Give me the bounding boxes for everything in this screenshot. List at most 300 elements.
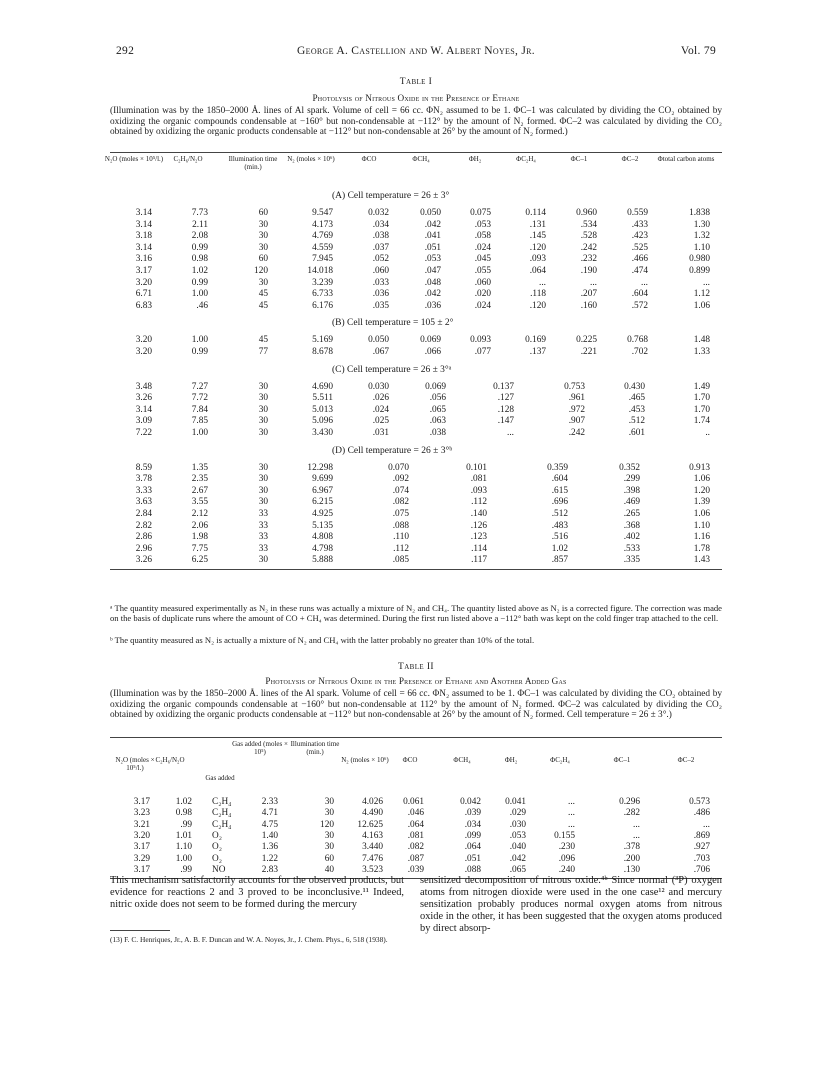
table-cell: 30: [324, 830, 334, 841]
table-cell: .402: [623, 532, 640, 543]
table-cell: .433: [631, 219, 648, 230]
table-cell: 1.00: [191, 335, 208, 346]
table-cell: 1.22: [261, 853, 278, 864]
table-cell: .140: [470, 509, 487, 519]
table-cell: .601: [628, 428, 645, 438]
table-cell: .221: [580, 347, 597, 357]
table-cell: 3.21: [133, 819, 150, 830]
table-cell: .082: [407, 842, 424, 853]
table1-header-0: N₂O (moles × 10⁵/l.): [104, 155, 164, 163]
table-cell: 3.239: [312, 277, 333, 288]
footnote-separator: [110, 930, 170, 931]
table-cell: .045: [474, 254, 491, 265]
table-cell: .096: [558, 853, 575, 864]
table-cell: .483: [551, 520, 568, 531]
table-cell: .035: [372, 300, 389, 311]
table-cell: 4.925: [312, 509, 333, 519]
table-cell: .927: [693, 842, 710, 853]
table-cell: 3.48: [135, 381, 152, 392]
table-cell: 0.980: [689, 254, 710, 265]
table-cell: 1.16: [693, 532, 710, 543]
table-cell: .516: [551, 532, 568, 543]
table-cell: 4.769: [312, 231, 333, 242]
table2-header-3: Gas added (moles × 10⁵): [232, 740, 288, 756]
table-cell: .706: [693, 864, 710, 875]
table1-bottom-rule: [110, 569, 722, 570]
table-cell: 0.137: [493, 381, 514, 392]
table-cell: .042: [424, 219, 441, 230]
table-cell: 3.09: [135, 416, 152, 427]
table-cell: .465: [628, 393, 645, 404]
table-cell: .026: [372, 393, 389, 404]
table-cell: .064: [407, 819, 424, 830]
table-cell: 7.84: [191, 404, 208, 415]
table-cell: 0.99: [191, 347, 208, 357]
table-cell: 0.99: [191, 242, 208, 253]
table-cell: 0.069: [420, 335, 441, 346]
table-cell: .46: [196, 300, 208, 311]
table-cell: 3.26: [135, 393, 152, 404]
table-cell: 3.20: [133, 830, 150, 841]
table-cell: .087: [407, 853, 424, 864]
table1-title: Photolysis of Nitrous Oxide in the Presence of Ethane: [312, 93, 520, 103]
table-cell: ...: [703, 819, 710, 830]
table2-header-1: C₂H₆/N₂O: [155, 756, 185, 764]
table-cell: 7.27: [191, 381, 208, 392]
table-cell: .572: [631, 300, 648, 311]
table2-header-9: ΦC₂H₄: [550, 756, 570, 764]
table-cell: 4.163: [362, 830, 383, 841]
table-cell: 5.169: [312, 335, 333, 346]
table-cell: 2.82: [135, 520, 152, 531]
body-right-column: sensitized decomposition of nitrous oxide.⁴ᵇ Since normal (³P) oxygen atoms from nitrogen dioxide were used in the one case¹² and mercury sensitization probably produces normal oxygen atoms from nitrous oxide in the other, it has been suggested that the oxygen atoms produced by direct absorp-: [420, 875, 722, 935]
table-cell: .067: [372, 347, 389, 357]
table-cell: 3.14: [135, 208, 152, 218]
table-cell: 1.43: [693, 555, 710, 566]
table1-header-9: ΦC–2: [621, 155, 639, 163]
table-cell: .036: [424, 300, 441, 311]
table-cell: .029: [509, 808, 526, 819]
table-cell: .031: [372, 428, 389, 438]
table-cell: .160: [580, 300, 597, 311]
table-cell: .053: [509, 830, 526, 841]
table-cell: .038: [429, 428, 446, 438]
table-cell: 0.559: [627, 208, 648, 218]
table-cell: 1.70: [693, 404, 710, 415]
table-cell: 0.155: [554, 830, 575, 841]
table-cell: 33: [258, 532, 268, 543]
table-cell: 0.075: [470, 208, 491, 218]
table-cell: .058: [474, 231, 491, 242]
table-cell: .335: [623, 555, 640, 566]
page-number: 292: [116, 45, 135, 57]
table1-header-4: ΦCO: [361, 155, 377, 163]
table-cell: 6.71: [135, 289, 152, 300]
table-cell: 7.945: [312, 254, 333, 265]
table-cell: .093: [470, 485, 487, 496]
table-cell: .512: [628, 416, 645, 427]
table-cell: 0.352: [619, 462, 640, 473]
table-cell: .056: [429, 393, 446, 404]
table-cell: .024: [474, 300, 491, 311]
table-cell: 30: [258, 277, 268, 288]
table-cell: 1.06: [693, 300, 710, 311]
table-cell: .604: [551, 474, 568, 485]
table-cell: .110: [393, 532, 409, 543]
table-cell: .082: [392, 497, 409, 508]
table-cell: 3.16: [135, 254, 152, 265]
table-cell: .145: [529, 231, 546, 242]
table-cell: .039: [407, 864, 424, 875]
running-header: [116, 45, 716, 59]
table-cell: .037: [372, 242, 389, 253]
table-cell: ...: [590, 277, 597, 288]
table-cell: 40: [324, 864, 334, 875]
table-cell: ...: [507, 428, 514, 438]
table-cell: C₂H₄: [212, 819, 232, 830]
table1-section-heading: (A) Cell temperature = 26 ± 3°: [332, 191, 450, 201]
table-cell: 0.069: [425, 381, 446, 392]
table-cell: 1.98: [191, 532, 208, 543]
table1-footnote-a: ᵃ The quantity measured experimentally as N₂ in these runs was actually a mixture of N₂ and CH₄. The quantity listed above as N₂ is a corrected figure. The correction was made on the basis of duplicate runs where the amount of CO + CH₄ was determined. During the first run listed above a −112° bath was kept on the cold finger trap attached to the cell.: [110, 603, 722, 623]
table-cell: .042: [509, 853, 526, 864]
table-cell: .240: [558, 864, 575, 875]
table-cell: 1.00: [191, 289, 208, 300]
table-cell: 4.75: [261, 819, 278, 830]
table-cell: .230: [558, 842, 575, 853]
table-cell: 7.476: [362, 853, 383, 864]
table-cell: ...: [633, 819, 640, 830]
table-cell: 30: [258, 474, 268, 485]
running-authors: George A. Castellion and W. Albert Noyes, Jr.: [297, 45, 535, 57]
table-cell: .039: [464, 808, 481, 819]
table-cell: 0.960: [576, 208, 597, 218]
table-cell: .064: [464, 842, 481, 853]
table-cell: 30: [258, 381, 268, 392]
table-cell: O₂: [212, 830, 222, 841]
table-cell: 0.753: [564, 381, 585, 392]
table-cell: 3.440: [362, 842, 383, 853]
table-cell: .99: [180, 864, 192, 875]
table-cell: .077: [474, 347, 491, 357]
table-cell: .060: [474, 277, 491, 288]
table-cell: 5.888: [312, 555, 333, 566]
table-cell: 2.67: [191, 485, 208, 496]
table-cell: 3.14: [135, 404, 152, 415]
table1-header-8: ΦC–1: [570, 155, 588, 163]
table-cell: 3.23: [133, 808, 150, 819]
table-cell: 6.176: [312, 300, 333, 311]
table-cell: .232: [580, 254, 597, 265]
table2-title: Photolysis of Nitrous Oxide in the Presence of Ethane and Another Added Gas: [265, 676, 567, 686]
table-cell: NO: [212, 864, 226, 875]
table-cell: 30: [258, 242, 268, 253]
table-cell: 30: [258, 219, 268, 230]
table-cell: 0.093: [470, 335, 491, 346]
table-cell: .200: [623, 853, 640, 864]
table-cell: .474: [631, 266, 648, 276]
table-cell: .063: [429, 416, 446, 427]
table-cell: .030: [509, 819, 526, 830]
table-cell: 0.99: [191, 277, 208, 288]
table-cell: .869: [693, 830, 710, 841]
table-cell: 3.29: [133, 853, 150, 864]
table-cell: 1.35: [191, 462, 208, 473]
table-cell: 0.98: [191, 254, 208, 265]
table-cell: .528: [580, 231, 597, 242]
table-cell: 8.678: [312, 347, 333, 357]
table1-header-10: Φtotal carbon atoms: [657, 155, 715, 163]
table-cell: 0.225: [576, 335, 597, 346]
table-cell: 0.070: [388, 462, 409, 473]
table-cell: 7.75: [191, 543, 208, 554]
table-cell: .696: [551, 497, 568, 508]
table-cell: 1.10: [693, 520, 710, 531]
table2-label: Table II: [398, 662, 434, 672]
table-cell: 3.17: [133, 842, 150, 853]
table-cell: .046: [407, 808, 424, 819]
table2-header-2: Gas added: [205, 774, 235, 782]
table-cell: 6.25: [191, 555, 208, 566]
table-cell: 7.72: [191, 393, 208, 404]
table-cell: .207: [580, 289, 597, 300]
table-cell: 6.215: [312, 497, 333, 508]
table-cell: 6.83: [135, 300, 152, 311]
table-cell: 0.050: [368, 335, 389, 346]
table-cell: 30: [258, 416, 268, 427]
table-cell: 8.59: [135, 462, 152, 473]
table-cell: .147: [497, 416, 514, 427]
table-cell: 9.699: [312, 474, 333, 485]
table-cell: 9.547: [312, 208, 333, 218]
table-cell: 4.026: [362, 797, 383, 807]
table2-header-0: N₂O (moles × 10⁵/l.): [115, 756, 155, 772]
table-cell: .033: [372, 277, 389, 288]
table-cell: 4.490: [362, 808, 383, 819]
table-cell: 1.20: [693, 485, 710, 496]
table-cell: .615: [551, 485, 568, 496]
table-cell: 60: [324, 853, 334, 864]
table-cell: .702: [631, 347, 648, 357]
table-cell: 1.10: [693, 242, 710, 253]
table1-label: Table I: [399, 77, 433, 87]
table-cell: ...: [539, 277, 546, 288]
table2-top-rule: [110, 737, 722, 738]
table-cell: 30: [258, 555, 268, 566]
table-cell: 1.78: [693, 543, 710, 554]
table-cell: .907: [568, 416, 585, 427]
table-cell: .099: [464, 830, 481, 841]
table-cell: 0.899: [689, 266, 710, 276]
table-cell: 3.14: [135, 242, 152, 253]
table-cell: .486: [693, 808, 710, 819]
table-cell: 0.430: [624, 381, 645, 392]
table1-header-3: N₂ (moles × 10⁶): [287, 155, 335, 163]
table-cell: ...: [703, 277, 710, 288]
table-cell: 30: [258, 485, 268, 496]
table-cell: 30: [324, 797, 334, 807]
table-cell: .127: [497, 393, 514, 404]
table-cell: .242: [568, 428, 585, 438]
table-cell: .024: [474, 242, 491, 253]
table-cell: 3.78: [135, 474, 152, 485]
table-cell: ...: [633, 830, 640, 841]
table-cell: 1.02: [551, 543, 568, 554]
table-cell: 30: [258, 428, 268, 438]
table-cell: .534: [580, 219, 597, 230]
table-cell: 3.20: [135, 335, 152, 346]
table-cell: 3.26: [135, 555, 152, 566]
table-cell: 2.33: [261, 797, 278, 807]
table-cell: 45: [258, 335, 268, 346]
table-cell: .190: [580, 266, 597, 276]
table-cell: .065: [509, 864, 526, 875]
table-cell: 1.49: [693, 381, 710, 392]
table-cell: 33: [258, 509, 268, 519]
table2-header-7: ΦCH₄: [453, 756, 471, 764]
table2-header-5: N₂ (moles × 10⁶): [341, 756, 389, 764]
table-cell: 30: [258, 497, 268, 508]
table-cell: .265: [623, 509, 640, 519]
table-cell: .034: [464, 819, 481, 830]
reference-13: (13) F. C. Henriques, Jr., A. B. F. Duncan and W. A. Noyes, Jr., J. Chem. Phys., 6, 518 (1938).: [110, 935, 388, 944]
volume-label: Vol. 79: [680, 45, 716, 57]
table-cell: 0.573: [689, 797, 710, 807]
table2-header-4: Illumination time (min.): [290, 740, 340, 756]
table-cell: 6.967: [312, 485, 333, 496]
table-cell: 60: [258, 208, 268, 218]
table-cell: 2.35: [191, 474, 208, 485]
table-cell: 5.135: [312, 520, 333, 531]
table-cell: .093: [529, 254, 546, 265]
table-cell: .112: [393, 543, 409, 554]
table-cell: 1.00: [191, 428, 208, 438]
table-cell: .423: [631, 231, 648, 242]
table-cell: .961: [568, 393, 585, 404]
table-cell: .081: [407, 830, 424, 841]
table-cell: .114: [471, 543, 487, 554]
table-cell: 33: [258, 520, 268, 531]
table-cell: .041: [424, 231, 441, 242]
table-cell: 2.83: [261, 864, 278, 875]
table-cell: .128: [497, 404, 514, 415]
table-cell: 7.73: [191, 208, 208, 218]
table-cell: .469: [623, 497, 640, 508]
table-cell: 30: [258, 462, 268, 473]
table-cell: .025: [372, 416, 389, 427]
table-cell: .453: [628, 404, 645, 415]
table-cell: 4.808: [312, 532, 333, 543]
table-cell: .055: [474, 266, 491, 276]
table-cell: 3.63: [135, 497, 152, 508]
table-cell: .703: [693, 853, 710, 864]
table-cell: .064: [529, 266, 546, 276]
table-cell: 1.33: [693, 347, 710, 357]
table-cell: 1.36: [261, 842, 278, 853]
table-cell: .060: [372, 266, 389, 276]
table-cell: O₂: [212, 842, 222, 853]
table-cell: .036: [372, 289, 389, 300]
table-cell: 3.20: [135, 347, 152, 357]
table1-section-heading: (B) Cell temperature = 105 ± 2°: [332, 318, 454, 329]
table-cell: .126: [470, 520, 487, 531]
table-cell: 1.40: [261, 830, 278, 841]
table2-header-8: ΦH₂: [504, 756, 518, 764]
table-cell: .042: [424, 289, 441, 300]
table-cell: .118: [530, 289, 546, 300]
table-cell: 5.013: [312, 404, 333, 415]
table-cell: 1.02: [175, 797, 192, 807]
table-cell: .99: [180, 819, 192, 830]
table-cell: 1.01: [175, 830, 192, 841]
table-cell: .075: [392, 509, 409, 519]
table-cell: .466: [631, 254, 648, 265]
table1-header-5: ΦCH₄: [412, 155, 430, 163]
table-cell: 1.70: [693, 393, 710, 404]
table-cell: 3.14: [135, 219, 152, 230]
table-cell: .048: [424, 277, 441, 288]
table-cell: .034: [372, 219, 389, 230]
table-cell: 2.11: [192, 219, 208, 230]
table-cell: 0.050: [420, 208, 441, 218]
table-cell: O₂: [212, 853, 222, 864]
table-cell: 2.12: [191, 509, 208, 519]
table-cell: .130: [623, 864, 640, 875]
table-cell: 0.913: [689, 462, 710, 473]
table-cell: 3.18: [135, 231, 152, 242]
table-cell: 30: [258, 404, 268, 415]
table-cell: 33: [258, 543, 268, 554]
table-cell: 1.838: [689, 208, 710, 218]
body-left-column: This mechanism satisfactorily accounts for the observed products, but evidence for reactions 2 and 3 proved to be inconclusive.¹¹ Indeed, nitric oxide does not seem to be formed during the mercury: [110, 875, 404, 911]
table-cell: 1.00: [175, 853, 192, 864]
table-cell: .081: [470, 474, 487, 485]
table2-header-11: ΦC–2: [677, 756, 695, 764]
table-cell: 0.101: [466, 462, 487, 473]
table-cell: 30: [324, 808, 334, 819]
table-cell: 1.30: [693, 219, 710, 230]
table1-footnote-b: ᵇ The quantity measured as N₂ is actually a mixture of N₂ and CH₄ with the latter probably no greater than 10% of the total.: [110, 635, 535, 645]
table-cell: 1.12: [693, 289, 710, 300]
table2-header-6: ΦCO: [402, 756, 418, 764]
table-cell: 4.690: [312, 381, 333, 392]
table-cell: .533: [623, 543, 640, 554]
table-cell: .131: [529, 219, 546, 230]
table-cell: .117: [471, 555, 487, 566]
table-cell: 14.018: [307, 266, 333, 276]
table-cell: 60: [258, 254, 268, 265]
table-cell: 2.06: [191, 520, 208, 531]
table-cell: .123: [470, 532, 487, 543]
table-cell: .857: [551, 555, 568, 566]
table-cell: .052: [372, 254, 389, 265]
table1-header-1: C₂H₆/N₂O: [173, 155, 203, 163]
table-cell: 77: [258, 347, 268, 357]
table2-header-10: ΦC–1: [613, 756, 631, 764]
table-cell: 4.71: [261, 808, 278, 819]
table-cell: .299: [623, 474, 640, 485]
table-cell: .085: [392, 555, 409, 566]
table-cell: 30: [324, 842, 334, 853]
table-cell: .053: [474, 219, 491, 230]
table-cell: .242: [580, 242, 597, 253]
table-cell: 30: [258, 393, 268, 404]
table-cell: ...: [568, 808, 575, 819]
table-cell: .282: [623, 808, 640, 819]
table-cell: .398: [623, 485, 640, 496]
table-cell: ...: [568, 819, 575, 830]
table-cell: .065: [429, 404, 446, 415]
